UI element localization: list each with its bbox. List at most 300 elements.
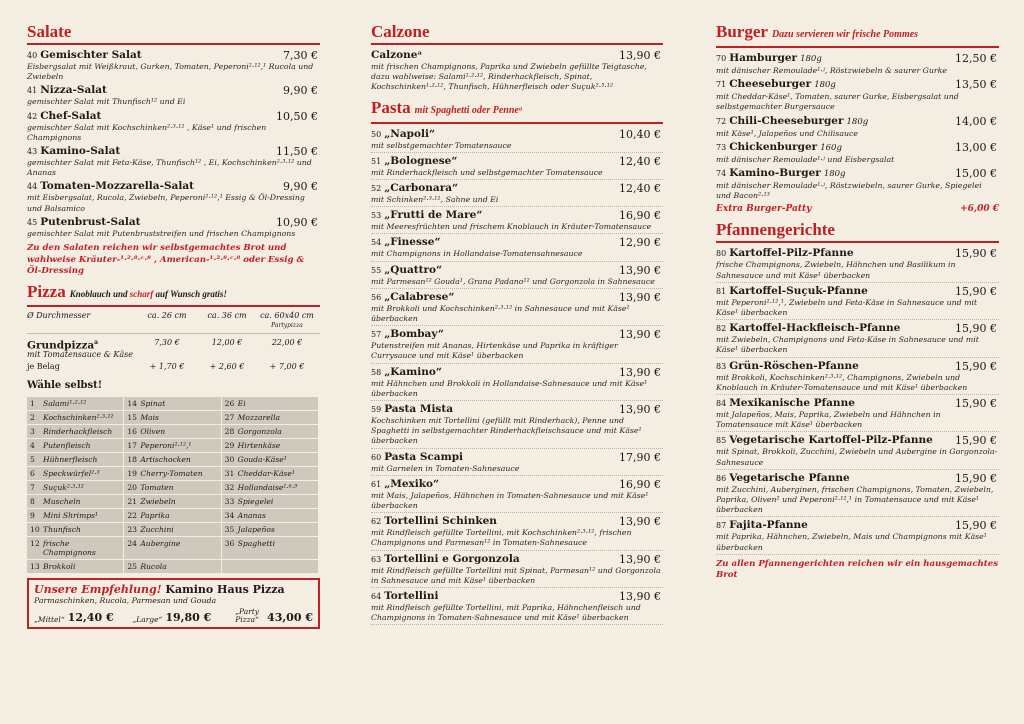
- pfanne-title: Pfannengerichte: [716, 220, 999, 243]
- item-number: 57: [371, 330, 382, 340]
- item-price: 9,90 €: [283, 180, 318, 194]
- topping-name: Ananas: [237, 511, 266, 521]
- topping-name: Hirtenkäse: [237, 441, 281, 451]
- menu-item: [716, 247, 999, 282]
- item-name: Gemischter Salat: [40, 49, 142, 61]
- topping-number: 20: [127, 483, 137, 493]
- menu-item: [716, 360, 999, 395]
- item-desc: mit Rindfleisch gefüllte Tortellini, mit Paprika, Hähnchenfleisch und Champignons in Tomaten-Sahnesauce und mit Käse¹ überbacken: [371, 603, 641, 623]
- item-desc: mit Eisbergsalat, Rucola, Zwiebeln, Peperoni²·¹²,¹ Essig & Öl-Dressing und Balsamico: [27, 193, 305, 213]
- item-price: 13,90 €: [619, 590, 661, 604]
- item-price: 12,90 €: [619, 236, 661, 250]
- topping-cell: [222, 453, 318, 466]
- promo-party: „Party Pizza“ 43,00 €: [235, 607, 313, 625]
- item-weight: 180g: [846, 116, 869, 127]
- item-price: 16,90 €: [619, 477, 661, 491]
- menu-item: [716, 322, 999, 357]
- item-number: 86: [716, 473, 727, 483]
- topping-number: 1: [30, 399, 35, 409]
- topping-cell: [124, 495, 220, 508]
- topping-cell: [222, 397, 318, 410]
- item-desc: mit Brokkoli, Kochschinken²·³·¹², Champignons, Zwiebeln und Knoblauch in Kräuter-Tomatensauce und mit Käse¹ überbacken: [716, 372, 968, 392]
- menu-item: [716, 167, 999, 201]
- topping-cell: [124, 425, 220, 438]
- menu-item: [716, 397, 999, 432]
- item-price: 12,40 €: [619, 182, 661, 196]
- pfanne-note: Zu allen Pfannengerichten reichen wir ein hausgemachtes Brot: [716, 558, 999, 581]
- item-weight: 180g: [823, 169, 846, 180]
- extra-patty: Extra Burger-Patty +6,00 €: [716, 204, 999, 215]
- item-price: 15,90 €: [955, 284, 997, 298]
- item-number: 51: [371, 156, 382, 166]
- topping-number: 23: [127, 525, 137, 535]
- topping-number: 35: [224, 525, 235, 535]
- item-price: 13,90 €: [619, 328, 661, 342]
- item-name: Fajita-Pfanne: [729, 519, 808, 532]
- topping-number: 24: [127, 539, 137, 549]
- item-desc: Kochschinken mit Tortellini (gefüllt mit Rinderhack), Penne und Spaghetti in selbstgemachter Rinderhackfleischsauce und mit Käse¹ überbacken: [371, 416, 642, 446]
- salate-title: Salate: [27, 22, 320, 45]
- grundpizza-desc: mit Tomatensauce & Käse: [27, 350, 133, 360]
- salate-note: Zu den Salaten reichen wir selbstgemachtes Brot und wahlweise Kräuter-¹·²·⁸·ᶜ·⁸ , American-¹·²·⁸·ᶜ·⁸ oder Essig & Öl-Dressing: [27, 243, 305, 277]
- topping-cell: [27, 453, 123, 466]
- item-desc: mit Rindfleisch gefüllte Tortellini, mit Kochschinken²·³·¹², frischen Champignons und Parmesan¹² in Tomaten-Sahnesauce: [371, 528, 632, 548]
- promo-box: [27, 578, 320, 629]
- item-price: 15,90 €: [955, 359, 997, 373]
- topping-cell: [222, 495, 318, 508]
- item-name: Kamino-Salat: [40, 145, 121, 158]
- item-number: 52: [371, 184, 382, 194]
- topping-number: [225, 562, 238, 571]
- item-number: 58: [371, 367, 382, 377]
- belag-row: je Belag + 1,70 € + 2,60 € + 7,00 €: [27, 362, 305, 372]
- item-price: 13,90 €: [619, 290, 661, 304]
- item-desc: mit Zucchini, Auberginen, frischen Champignons, Tomaten, Zwiebeln, Paprika, Oliven² und Peperoni²·¹²,¹ in Tomatensauce und mit Käse¹ überbacken: [716, 484, 994, 515]
- topping-name: Cherry-Tomaten: [140, 469, 203, 479]
- calzone-list: [371, 49, 663, 93]
- topping-name: Peperoni²·¹²,¹: [140, 441, 192, 451]
- item-weight: 180g: [814, 80, 836, 91]
- item-number: 85: [716, 436, 727, 446]
- topping-number: 36: [224, 539, 235, 549]
- pizza-size-header: Ø Durchmesser ca. 26 cm ca. 36 cm ca. 60x40 cm Partypizza: [27, 311, 320, 334]
- topping-number: 8: [30, 497, 35, 507]
- topping-name: Ei: [237, 399, 246, 409]
- item-name: Tomaten-Mozzarella-Salat: [40, 180, 194, 193]
- item-price: 13,90 €: [619, 403, 661, 417]
- promo-title: Unsere Empfehlung! Kamino Haus Pizza: [34, 583, 285, 597]
- column-right: [716, 22, 999, 586]
- item-number: 61: [371, 479, 382, 489]
- pizza-title: Pizza Knoblauch und scharf auf Wunsch gratis!: [27, 282, 320, 307]
- item-number: 59: [371, 405, 382, 415]
- topping-number: 13: [30, 562, 40, 572]
- topping-number: 18: [127, 455, 137, 465]
- topping-name: frische Champignons: [43, 539, 96, 558]
- item-desc: mit Peperoni²·¹²,¹, Zwiebeln und Feta-Käse in Sahnesauce und mit Käse¹ überbacken: [716, 297, 978, 318]
- menu-item: [371, 155, 663, 180]
- menu-item: [371, 182, 663, 207]
- item-name: Tortellini Schinken: [384, 515, 497, 528]
- item-number: 80: [716, 249, 727, 259]
- item-name: Chickenburger: [729, 140, 818, 153]
- item-desc: mit Jalapeños, Mais, Paprika, Zwiebeln und Hähnchen in Tomatensauce mit Käse¹ überbacken: [716, 410, 941, 430]
- item-name: „Calabrese“: [384, 290, 455, 303]
- item-desc: mit dänischer Remoulade¹·ʲ, Röstzwiebeln & saurer Gurke: [716, 66, 947, 75]
- topping-name: Mozzarella: [237, 413, 281, 423]
- topping-name: Rucola: [140, 562, 167, 572]
- item-price: 13,90 €: [619, 365, 661, 379]
- column-middle: [371, 22, 663, 627]
- topping-number: 14: [127, 399, 137, 409]
- item-desc: gemischter Salat mit Feta-Käse, Thunfisch¹² , Ei, Kochschinken²·³·¹² und Ananas: [27, 158, 312, 178]
- item-desc: mit Rinderhackfleisch und selbstgemachter Tomatensauce: [371, 167, 603, 177]
- item-desc: mit Champignons in Hollandaise-Tomatensahnesauce: [371, 249, 583, 259]
- item-price: 15,90 €: [955, 471, 997, 485]
- item-price: 16,90 €: [619, 209, 661, 223]
- item-name: „Quattro“: [384, 263, 443, 276]
- topping-number: 7: [30, 483, 35, 493]
- topping-name: Zwiebeln: [140, 497, 176, 507]
- topping-name: Gouda-Käse¹: [237, 455, 287, 465]
- topping-name: Gorgonzola: [237, 427, 282, 437]
- menu-item: [27, 216, 320, 239]
- topping-number: 2: [30, 413, 35, 423]
- item-name: Kamino-Burger: [729, 167, 821, 180]
- item-name: Pasta Scampi: [384, 450, 464, 463]
- item-name: Mexikanische Pfanne: [729, 397, 855, 410]
- item-name: „Bombay“: [384, 328, 444, 341]
- item-desc: gemischter Salat mit Thunfisch¹² und Ei: [27, 97, 186, 107]
- item-price: 15,90 €: [955, 519, 997, 533]
- menu-item: [371, 264, 663, 289]
- topping-name: Suçuk²·³·¹²: [43, 483, 84, 493]
- menu-item: [371, 553, 663, 588]
- topping-number: 4: [30, 441, 35, 451]
- topping-cell: [222, 411, 318, 424]
- item-desc: frische Champignons, Zwiebeln, Hähnchen und Basilikum in Sahnesauce und mit Käse¹ überbacken: [716, 260, 956, 280]
- topping-number: 12: [30, 539, 40, 549]
- item-number: 81: [716, 286, 727, 296]
- choose-heading: Wähle selbst!: [27, 380, 103, 392]
- item-price: 9,90 €: [283, 84, 318, 98]
- item-number: 55: [371, 265, 382, 275]
- topping-cell: [27, 509, 123, 522]
- item-price: 17,90 €: [619, 450, 661, 464]
- item-price: 10,50 €: [276, 109, 318, 123]
- item-number: 84: [716, 399, 727, 409]
- item-weight: 180g: [800, 54, 822, 64]
- item-desc: mit Hähnchen und Brokkoli in Hollandaise-Sahnesauce und mit Käse¹ überbacken: [371, 378, 648, 398]
- item-desc: mit Paprika, Hähnchen, Zwiebeln, Mais und Champignons mit Käse¹ überbacken: [716, 532, 987, 552]
- topping-name: Putenfleisch: [43, 441, 91, 451]
- topping-number: 25: [127, 562, 137, 572]
- topping-cell: [27, 425, 123, 438]
- item-name: Chef-Salat: [40, 109, 102, 122]
- calzone-title: Calzone: [371, 22, 663, 45]
- topping-cell: [222, 481, 318, 494]
- item-number: 70: [716, 54, 727, 63]
- menu-item: [371, 49, 663, 93]
- item-price: 13,00 €: [955, 140, 997, 154]
- item-number: 44: [27, 182, 38, 192]
- topping-table: [27, 397, 318, 573]
- topping-name: Cheddar-Käse¹: [237, 469, 295, 479]
- menu-item: [371, 328, 663, 363]
- item-weight: 160g: [820, 142, 842, 153]
- topping-number: 32: [224, 483, 235, 493]
- item-name: Calzoneᵃ: [371, 49, 423, 61]
- topping-cell: [27, 481, 123, 494]
- menu-item: [371, 403, 663, 449]
- item-number: 83: [716, 361, 727, 371]
- item-name: Hamburger: [729, 52, 798, 64]
- topping-name: Kochschinken²·³·¹²: [43, 413, 114, 423]
- topping-number: 3: [30, 427, 35, 437]
- item-number: 40: [27, 51, 38, 60]
- menu-item: [716, 52, 999, 76]
- item-desc: mit Zwiebeln, Champignons und Feta-Käse in Sahnesauce und mit Käse¹ überbacken: [716, 335, 979, 355]
- topping-name: Oliven: [140, 427, 166, 437]
- item-number: 43: [27, 147, 38, 157]
- item-number: 87: [716, 521, 727, 531]
- menu-item: [371, 451, 663, 476]
- item-name: Cheeseburger: [729, 78, 812, 91]
- item-number: 60: [371, 452, 382, 462]
- item-name: Kartoffel-Hackfleisch-Pfanne: [729, 322, 901, 335]
- topping-cell: [124, 453, 220, 466]
- topping-cell: [124, 509, 220, 522]
- item-desc: mit Garnelen in Tomaten-Sahnesauce: [371, 463, 520, 473]
- item-price: 13,50 €: [955, 78, 997, 92]
- menu-item: [371, 515, 663, 550]
- topping-cell: [222, 467, 318, 480]
- menu-item: [716, 472, 999, 518]
- item-number: 71: [716, 80, 727, 90]
- item-number: 72: [716, 116, 727, 126]
- item-number: 54: [371, 238, 382, 248]
- topping-number: 26: [224, 399, 235, 409]
- item-name: „Finesse“: [384, 236, 441, 249]
- item-name: Pasta Mista: [384, 403, 454, 416]
- topping-name: Brokkoli: [43, 562, 76, 572]
- topping-number: 33: [224, 497, 235, 507]
- topping-name: Spiegelei: [237, 497, 274, 507]
- menu-item: [716, 78, 999, 112]
- item-desc: mit dänischer Remoulade¹·ʲ, Röstzwiebeln, saurer Gurke, Spiegelei und Bacon²·¹³: [716, 181, 982, 201]
- menu-item: [27, 180, 320, 213]
- topping-number: 19: [127, 469, 137, 479]
- topping-name: Jalapeños: [237, 525, 275, 535]
- item-number: 50: [371, 129, 382, 139]
- topping-cell: [124, 411, 220, 424]
- topping-number: 34: [224, 511, 235, 521]
- salate-list: [27, 49, 320, 239]
- menu-item: [371, 366, 663, 401]
- menu-item: [27, 84, 320, 107]
- item-price: 15,90 €: [955, 322, 997, 336]
- item-name: Grün-Röschen-Pfanne: [729, 359, 859, 372]
- topping-number: 5: [30, 455, 35, 465]
- promo-mittel: „Mittel“ 12,40 €: [34, 611, 114, 625]
- item-price: 15,90 €: [955, 247, 997, 261]
- topping-cell: [124, 560, 220, 573]
- item-number: 74: [716, 169, 727, 179]
- menu-item: [371, 209, 663, 234]
- item-price: 13,90 €: [619, 263, 661, 277]
- item-number: 63: [371, 554, 382, 564]
- item-desc: mit Schinken²·³·¹², Sahne und Ei: [371, 195, 499, 205]
- item-desc: mit Meeresfrüchten und frischem Knoblauch in Kräuter-Tomatensauce: [371, 222, 652, 232]
- topping-cell: [222, 509, 318, 522]
- pasta-list: [371, 128, 663, 626]
- topping-cell: [124, 439, 220, 452]
- item-name: „Kamino“: [384, 365, 442, 378]
- topping-number: 10: [30, 525, 40, 535]
- menu-item: [27, 110, 320, 143]
- topping-name: Spinat: [140, 399, 166, 409]
- item-name: „Carbonara“: [384, 182, 459, 195]
- item-number: 64: [371, 592, 382, 602]
- item-price: 14,00 €: [955, 114, 997, 128]
- item-number: 42: [27, 111, 38, 121]
- item-price: 13,90 €: [619, 49, 661, 62]
- topping-cell: [27, 495, 123, 508]
- topping-name: Thunfisch: [43, 525, 81, 535]
- topping-name: Aubergine: [140, 539, 181, 549]
- grundpizza-row: Grundpizza$^a$ 7,30 € 12,00 € 22,00 €: [27, 337, 303, 352]
- pasta-title: Pasta mit Spaghetti oder Penneᵃ: [371, 98, 663, 124]
- item-price: 13,90 €: [619, 552, 661, 566]
- item-price: 12,40 €: [619, 154, 661, 168]
- topping-cell: [222, 523, 318, 536]
- menu-item: [716, 115, 999, 139]
- item-name: Vegetarische Kartoffel-Pilz-Pfanne: [729, 434, 933, 447]
- topping-cell: [27, 467, 123, 480]
- topping-cell: [124, 467, 220, 480]
- item-desc: mit Parmesan¹² Gouda¹, Grana Padano¹² und Gorgonzola in Sahnesauce: [371, 276, 655, 286]
- item-desc: mit Rindfleisch gefüllte Tortellini mit Spinat, Parmesan¹² und Gorgonzola in Sahnesauce und mit Käse¹ überbacken: [371, 565, 661, 585]
- topping-name: Rinderhackfleisch: [43, 427, 113, 437]
- item-price: 15,90 €: [955, 434, 997, 448]
- menu-item: [371, 128, 663, 153]
- menu-item: [716, 519, 999, 554]
- item-desc: gemischter Salat mit Putenbruststreifen und frischen Champignons: [27, 228, 296, 238]
- item-name: Vegetarische Pfanne: [729, 471, 850, 484]
- item-desc: Eisbergsalat mit Weißkraut, Gurken, Tomaten, Peperoni²·¹²,¹ Rucola und Zwiebeln: [27, 62, 314, 82]
- menu-item: [716, 141, 999, 165]
- topping-number: 17: [127, 441, 137, 451]
- topping-cell: [222, 560, 318, 573]
- item-price: 11,50 €: [276, 145, 318, 159]
- topping-cell: [124, 537, 220, 559]
- topping-name: Mais: [140, 413, 159, 423]
- item-price: 10,40 €: [619, 127, 661, 141]
- menu-item: [371, 291, 663, 326]
- menu-item: [371, 590, 663, 625]
- topping-cell: [27, 439, 123, 452]
- topping-cell: [222, 439, 318, 452]
- promo-large: „Large“ 19,80 €: [132, 611, 212, 625]
- topping-name: Artischocken: [140, 455, 191, 465]
- topping-name: Mini Shrimps¹: [43, 511, 99, 521]
- item-desc: mit Spinat, Brokkoli, Zucchini, Zwiebeln und Aubergine in Gorgonzola-Sahnesauce: [716, 447, 998, 467]
- item-name: „Mexiko“: [384, 477, 440, 490]
- topping-name: Paprika: [140, 511, 170, 521]
- promo-prices: [34, 608, 313, 624]
- topping-number: 28: [224, 427, 235, 437]
- topping-cell: [27, 560, 123, 573]
- item-price: 10,90 €: [276, 215, 318, 229]
- item-desc: mit Mais, Jalapeños, Hähnchen in Tomaten-Sahnesauce und mit Käse¹ überbacken: [371, 490, 649, 511]
- topping-cell: [27, 397, 123, 410]
- item-number: 73: [716, 142, 727, 152]
- topping-name: Spaghetti: [237, 539, 276, 549]
- item-desc: Putenstreifen mit Ananas, Hirtenkäse und Paprika in kräftiger Currysauce und mit Käse¹ überbacken: [371, 341, 618, 361]
- item-name: „Frutti de Mare“: [384, 209, 483, 222]
- topping-cell: [27, 523, 123, 536]
- topping-cell: [124, 523, 220, 536]
- topping-name: Muscheln: [43, 497, 81, 507]
- item-price: 15,00 €: [955, 167, 997, 181]
- item-desc: gemischter Salat mit Kochschinken²·³·¹² , Käse¹ und frischen Champignons: [27, 122, 267, 142]
- pfanne-list: [716, 247, 999, 554]
- item-number: 62: [371, 517, 382, 527]
- topping-name: Hollandaise¹·⁶·⁹: [237, 483, 298, 493]
- promo-desc: Parmaschinken, Rucola, Parmesan und Gouda: [34, 596, 217, 606]
- topping-name: Tomaten: [140, 483, 174, 493]
- item-desc: mit frischen Champignons, Paprika und Zwiebeln gefüllte Teigtasche, dazu wahlweise: Salami¹·²·¹², Rinderhackfleisch, Spinat, Kochschinken¹·²·¹², Thunfisch, Hühnerfleisch oder Suçuk²·³·¹²: [371, 62, 647, 92]
- topping-number: 29: [224, 441, 235, 451]
- item-name: Nizza-Salat: [40, 84, 107, 97]
- topping-number: 15: [127, 413, 137, 423]
- topping-name: Zucchini: [140, 525, 174, 535]
- item-name: „Napoli“: [384, 127, 435, 140]
- topping-number: 27: [224, 413, 235, 423]
- item-name: „Bolognese“: [384, 154, 458, 167]
- item-name: Kartoffel-Suçuk-Pfanne: [729, 284, 868, 297]
- topping-cell: [124, 397, 220, 410]
- item-desc: mit Brokkoli und Kochschinken²·³·¹² in Sahnesauce und mit Käse¹ überbacken: [371, 303, 630, 324]
- item-name: Tortellini e Gorgonzola: [384, 552, 520, 565]
- topping-cell: [124, 481, 220, 494]
- topping-number: 9: [30, 511, 35, 521]
- item-desc: mit Käse¹, Jalapeños und Chilisauce: [716, 128, 859, 138]
- topping-number: 31: [224, 469, 235, 479]
- item-name: Tortellini: [384, 590, 439, 603]
- item-number: 82: [716, 324, 727, 334]
- item-number: 53: [371, 211, 382, 221]
- topping-number: 6: [30, 469, 35, 479]
- item-name: Putenbrust-Salat: [40, 215, 141, 228]
- item-name: Chili-Cheeseburger: [729, 114, 844, 127]
- topping-cell: [27, 411, 123, 424]
- menu-item: [27, 145, 320, 178]
- menu-item: [716, 434, 999, 469]
- item-name: Kartoffel-Pilz-Pfanne: [729, 247, 854, 260]
- topping-cell: [27, 537, 123, 559]
- topping-name: Hühnerfleisch: [43, 455, 98, 465]
- menu-item: [371, 236, 663, 261]
- item-number: 45: [27, 217, 38, 227]
- topping-name: Salami¹·²·¹²: [43, 399, 87, 409]
- topping-name: Speckwürfel²·³: [43, 469, 100, 479]
- topping-cell: [222, 537, 318, 559]
- topping-cell: [222, 425, 318, 438]
- menu-item: [716, 285, 999, 320]
- item-desc: mit dänischer Remoulade¹·ʲ und Eisbergsalat: [716, 154, 895, 164]
- item-number: 56: [371, 292, 382, 302]
